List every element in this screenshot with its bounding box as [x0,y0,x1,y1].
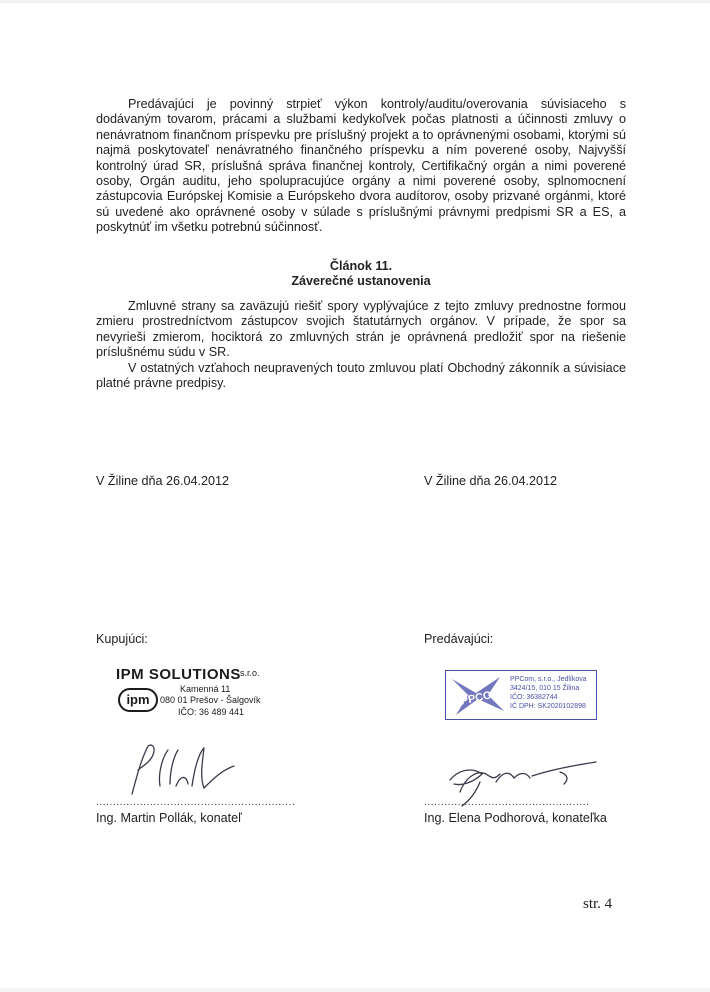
buyer-place-date: V Žiline dňa 26.04.2012 [96,474,230,488]
seller-signatory: Ing. Elena Podhorová, konateľka [424,811,607,825]
buyer-company-stamp [114,664,284,726]
svg-text:PPCOM: PPCOM [459,687,502,708]
seller-stamp-logo-graphic [448,673,508,717]
buyer-stamp-ico: IČO: 36 489 441 [178,707,245,717]
article-paragraph-2: V ostatných vzťahoch neupravených touto zmluvou platí Obchodný zákonník a súvisiace platné právne predpisy. [96,360,626,391]
seller-signature-line: ................................................. [424,797,590,808]
article-title: Záverečné ustanovenia [291,274,431,288]
seller-stamp-line-2: 3424/15, 010 15 Žilina [510,685,580,692]
buyer-stamp-city: 080 01 Prešov - Šalgovík [160,695,261,705]
seller-stamp-line-4: IČ DPH: SK2020102898 [510,703,586,710]
buyer-stamp-street: Kamenná 11 [180,684,231,694]
article-number: Článok 11. [329,259,393,273]
seller-company-stamp [445,670,597,720]
intro-paragraph [96,97,626,236]
seller-place-date: V Žiline dňa 26.04.2012 [424,474,558,488]
buyer-stamp-brand: IPM SOLUTIONS [116,666,241,683]
buyer-signature [118,740,248,800]
seller-role-label: Predávajúci: [424,632,494,646]
article-paragraphs [96,299,626,391]
buyer-role-label: Kupujúci: [96,632,148,646]
scan-edge-top [0,0,710,3]
intro-paragraph-text: Predávajúci je povinný strpieť výkon kontroly/auditu/overovania súvisiaceho s dodávaným tovarom, prácami a službami kedykoľvek počas platnosti a účinnosti zmluvy o nenávratnom finančnom príspevku pre príslušný projekt a to oprávnenými osobami, ktorými sú najmä poskytovateľ nenávratného finančného príspevku a ním poverené osoby, Najvyšší kontrolný úrad SR, príslušná správa finančnej kontroly, Certifikačný orgán a nimi poverené osoby, Orgán auditu, jeho spolupracujúce orgány a nimi poverené osoby, splnomocnení zástupcovia Európskej Komisie a Európskeho dvora audítorov, osoby prizvané orgánmi, ktoré sú uvedené ako oprávnené osoby v súlade s príslušnými právnymi predpismi SR a ES, a poskytnúť im všetku potrebnú súčinnosť. [96,97,626,235]
page-number: str. 4 [583,896,613,912]
buyer-signatory: Ing. Martin Pollák, konateľ [96,811,242,825]
seller-stamp-line-3: IČO: 36382744 [510,694,558,701]
buyer-stamp-suffix: s.r.o. [240,668,260,678]
article-paragraph-1: Zmluvné strany sa zaväzujú riešiť spory vyplývajúce z tejto zmluvy prednostne formou zmieru prostredníctvom zástupcov svojich štatutárnych orgánov. V prípade, že spor sa nevyrieši zmierom, hociktorá zo zmluvných strán je oprávnená predložiť spor na riešenie príslušnému súdu v SR. [96,299,626,360]
scan-edge-bottom [0,988,710,992]
buyer-signature-line: ........................................................... [96,797,296,808]
buyer-stamp-logo: ipm [118,688,158,712]
seller-stamp-line-1: PPCom, s.r.o., Jedlíkova [510,676,587,683]
